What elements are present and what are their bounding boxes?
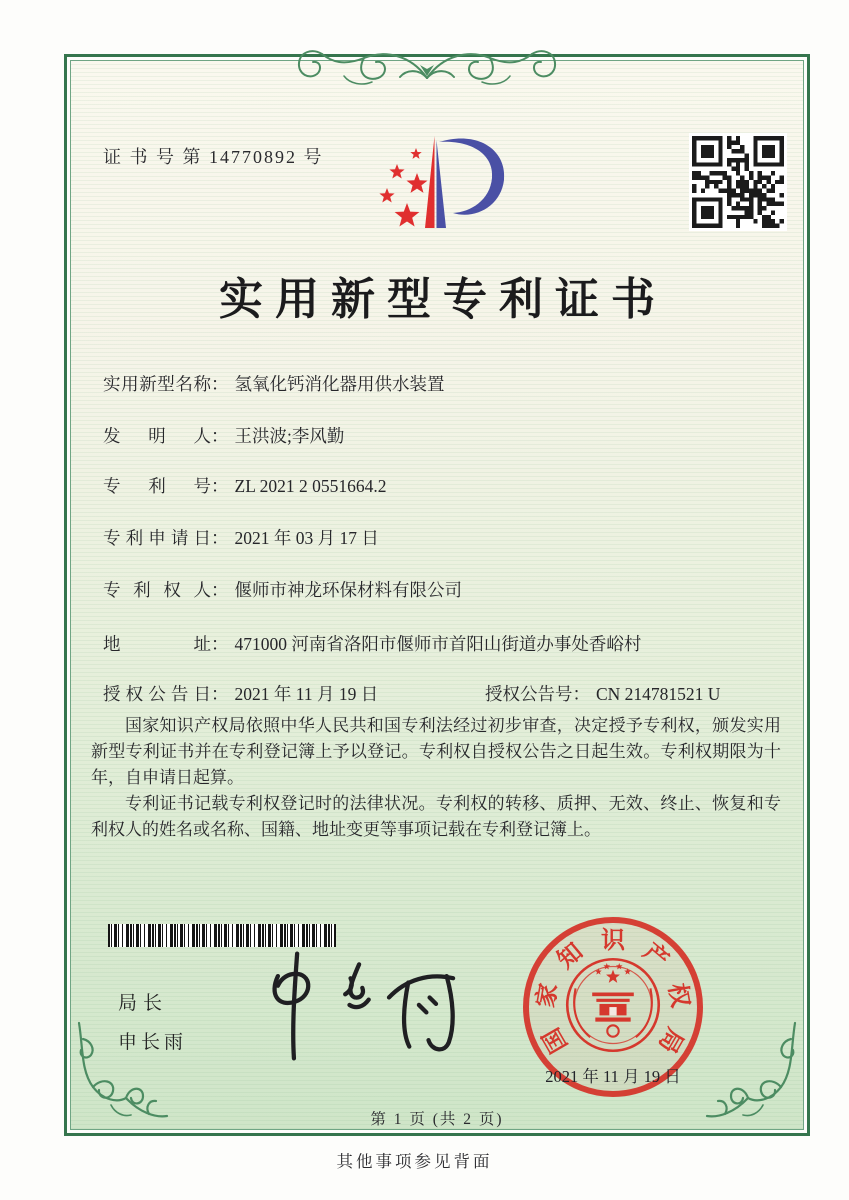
field-label: 授权公告日	[103, 684, 211, 704]
field-label: 专利权人	[103, 580, 211, 600]
colon: ：	[211, 684, 229, 704]
field-label: 地址	[103, 634, 211, 654]
colon: ：	[211, 528, 229, 548]
field-grant-number	[485, 681, 720, 706]
seal-char: 知	[553, 938, 589, 975]
field-value: 2021 年 03 月 17 日	[234, 528, 379, 548]
page-number: 第 1 页 (共 2 页)	[370, 1111, 504, 1128]
cnipa-logo	[343, 128, 523, 243]
barcode	[108, 924, 336, 947]
field-address	[103, 631, 641, 656]
certificate-title: 实用新型专利证书	[219, 275, 667, 324]
field-value: ZL 2021 2 0551664.2	[234, 476, 387, 496]
colon: ：	[211, 634, 229, 654]
field-invention-name	[103, 371, 445, 396]
seal-char: 识	[601, 928, 625, 954]
colon: ：	[211, 426, 229, 446]
legal-paragraph-2: 专利证书记载专利权登记时的法律状况。专利权的转移、质押、无效、终止、恢复和专利权人的姓名或名称、国籍、地址变更等事项记载在专利登记簿上。	[91, 794, 781, 839]
cnipa-logo-graphic	[343, 128, 523, 243]
field-value: 王洪波;李风勤	[234, 426, 345, 446]
field-value: 471000 河南省洛阳市偃师市首阳山街道办事处香峪村	[234, 634, 642, 654]
certificate-number: 证 书 号 第 14770892 号	[103, 147, 324, 167]
field-patentee	[103, 577, 462, 602]
field-label: 专利申请日	[103, 528, 211, 548]
field-value: 氢氧化钙消化器用供水装置	[234, 374, 445, 394]
legal-paragraph-1: 国家知识产权局依照中华人民共和国专利法经过初步审查，决定授予专利权，颁发实用新型专利证书并在专利登记簿上予以登记。专利权自授权公告之日起生效。专利权期限为十年，自申请日起算。	[91, 716, 781, 787]
colon: ：	[572, 684, 590, 704]
field-grant-date	[103, 681, 721, 706]
certificate-body	[70, 60, 804, 1130]
field-value: 2021 年 11 月 19 日	[234, 684, 379, 704]
seal-date: 2021 年 11 月 19 日	[545, 1067, 681, 1086]
certificate-border	[64, 54, 810, 1136]
field-filing-date	[103, 525, 379, 550]
colon: ：	[211, 476, 229, 496]
colon: ：	[211, 374, 229, 394]
colon: ：	[211, 580, 229, 600]
qr-code	[689, 133, 787, 231]
legal-text	[91, 713, 781, 843]
signer-name: 申长雨	[118, 1032, 188, 1053]
signature-handwriting	[248, 945, 483, 1067]
field-label: 专利号	[103, 476, 211, 496]
back-note: 其他事项参见背面	[336, 1152, 493, 1171]
field-value: 偃师市神龙环保材料有限公司	[234, 580, 462, 600]
signer-title: 局长	[118, 993, 169, 1014]
seal-char: 家	[533, 981, 563, 1010]
field-inventor	[103, 423, 344, 448]
field-label: 授权公告号	[485, 684, 573, 704]
seal-char: 权	[663, 981, 693, 1010]
field-label: 发明人	[103, 426, 211, 446]
field-label: 实用新型名称	[103, 374, 211, 394]
field-patent-number	[103, 473, 386, 498]
field-value: CN 214781521 U	[596, 684, 721, 704]
seal-char: 国	[538, 1023, 574, 1057]
seal-char: 产	[637, 938, 673, 975]
seal-char: 局	[652, 1023, 688, 1057]
national-emblem-icon	[561, 953, 665, 1057]
